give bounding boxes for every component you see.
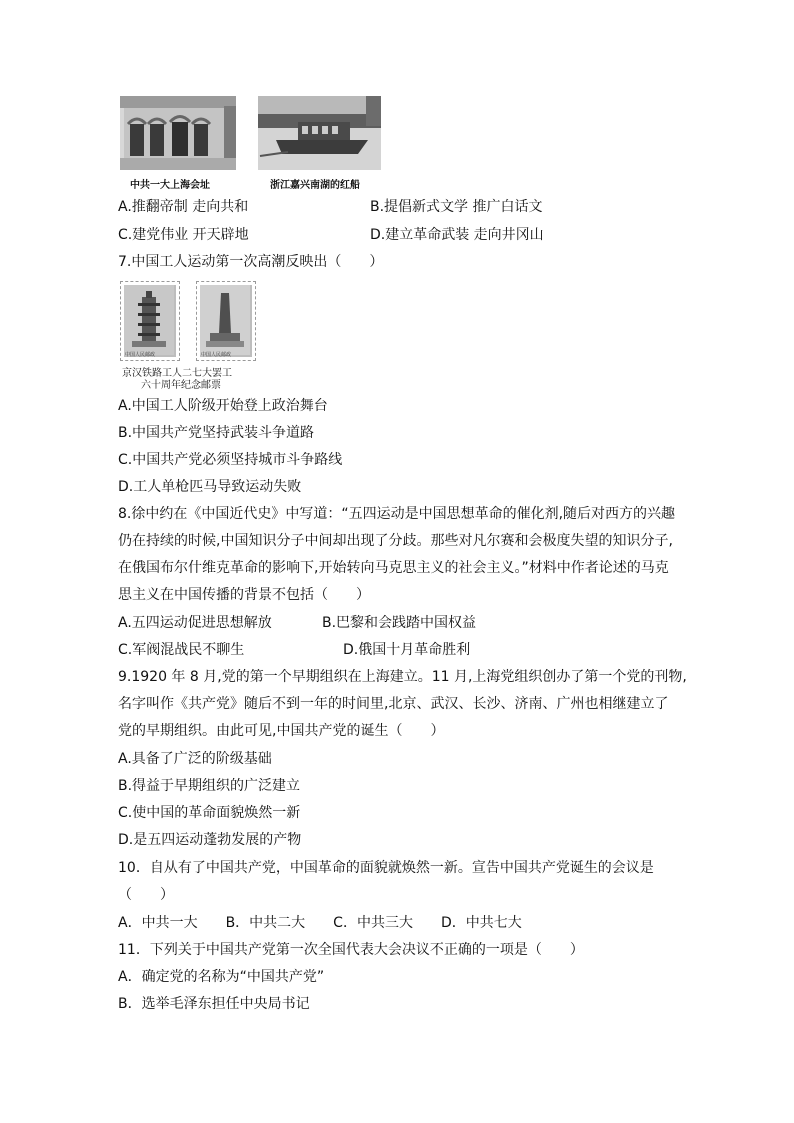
q8-stem-line2: 仍在持续的时候,中国知识分子中间却出现了分歧。那些对凡尔赛和会极度失望的知识分子, [118, 533, 673, 549]
q11-option-b: B．选举毛泽东担任中央局书记 [118, 996, 310, 1012]
q8-stem-line4: 思主义在中国传播的背景不包括（ ） [118, 587, 370, 603]
q7-option-b: B.中国共产党坚持武装斗争道路 [118, 425, 315, 441]
stamp1-small-text: 中国人民邮政 [125, 352, 156, 358]
q7-option-a: A.中国工人阶级开始登上政治舞台 [118, 398, 328, 414]
q9-stem-line2: 名字叫作《共产党》随后不到一年的时间里,北京、武汉、长沙、济南、广州也相继建立了 [118, 696, 669, 712]
q10-stem-line1: 10．自从有了中国共产党，中国革命的面貌就焕然一新。宣告中国共产党诞生的会议是 [118, 860, 654, 876]
q8-option-d: D.俄国十月革命胜利 [343, 642, 471, 658]
q8-option-c: C.军阀混战民不聊生 [118, 642, 245, 658]
stamp-caption-line2: 六十周年纪念邮票 [141, 380, 221, 391]
q8-option-b: B.巴黎和会践踏中国权益 [322, 615, 477, 631]
q6-option-d: D.建立革命武装 走向井冈山 [370, 227, 544, 243]
monument-image [200, 285, 250, 355]
q6-option-a: A.推翻帝制 走向共和 [118, 199, 249, 215]
pagoda-image [124, 285, 174, 355]
building-image [120, 96, 236, 170]
stamp-pagoda [120, 281, 180, 361]
boat-image [258, 96, 381, 170]
q11-stem: 11．下列关于中国共产党第一次全国代表大会决议不正确的一项是（ ） [118, 942, 584, 958]
q10-stem-line2: （ ） [118, 887, 174, 903]
q8-option-a: A.五四运动促进思想解放 [118, 615, 272, 631]
stamp-caption-line1: 京汉铁路工人二七大罢工 [122, 368, 232, 379]
stamp-monument [196, 281, 256, 361]
q9-option-b: B.得益于早期组织的广泛建立 [118, 778, 301, 794]
photo1-caption: 中共一大上海会址 [130, 180, 210, 191]
q6-option-b: B.提倡新式文学 推广白话文 [370, 199, 543, 215]
q9-stem-line1: 9.1920 年 8 月,党的第一个早期组织在上海建立。11 月,上海党组织创办了第一个党的刊物, [118, 669, 687, 685]
photo2-caption: 浙江嘉兴南湖的红船 [270, 180, 360, 191]
q7-option-c: C.中国共产党必须坚持城市斗争路线 [118, 452, 343, 468]
q9-option-c: C.使中国的革命面貌焕然一新 [118, 805, 301, 821]
red-boat-photo [258, 96, 381, 170]
shanghai-site-photo [120, 96, 236, 170]
q9-stem-line3: 党的早期组织。由此可见,中国共产党的诞生（ ） [118, 723, 445, 739]
q7-stem: 7.中国工人运动第一次高潮反映出（ ） [118, 254, 384, 270]
stamp2-small-text: 中国人民邮政 [201, 352, 232, 358]
q10-options: A．中共一大 B．中共二大 C．中共三大 D．中共七大 [118, 915, 522, 931]
q11-option-a: A．确定党的名称为“中国共产党” [118, 969, 325, 985]
q8-stem-line3: 在俄国布尔什维克革命的影响下,开始转向马克思主义的社会主义。”材料中作者论述的马克 [118, 560, 669, 576]
q8-stem-line1: 8.徐中约在《中国近代史》中写道：“五四运动是中国思想革命的催化剂,随后对西方的兴趣 [118, 506, 676, 522]
q6-option-c: C.建党伟业 开天辟地 [118, 227, 249, 243]
q7-option-d: D.工人单枪匹马导致运动失败 [118, 479, 302, 495]
q9-option-a: A.具备了广泛的阶级基础 [118, 751, 272, 767]
q9-option-d: D.是五四运动蓬勃发展的产物 [118, 832, 302, 848]
